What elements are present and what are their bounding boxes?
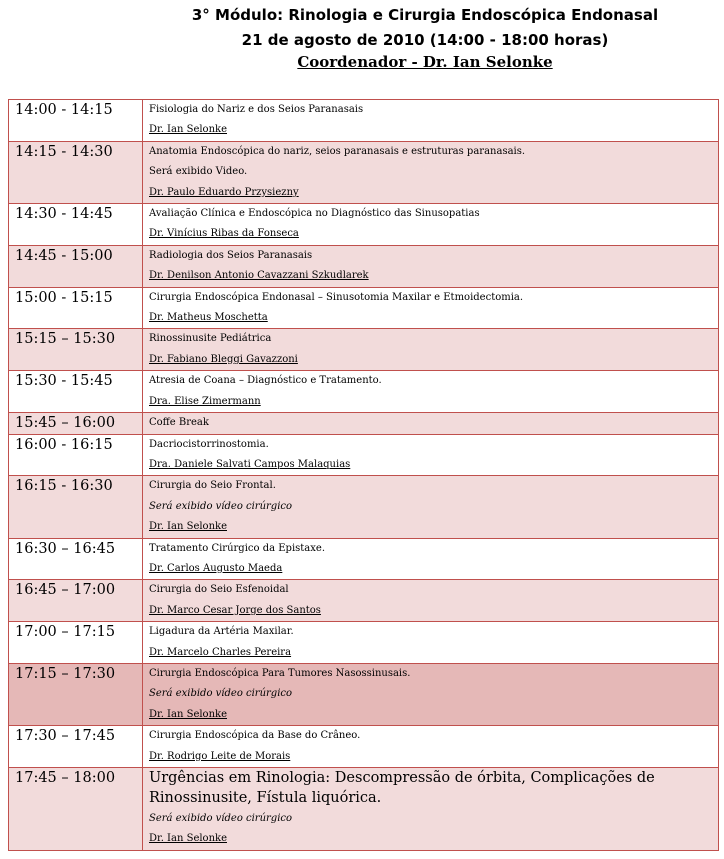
speaker-name: Dr. Rodrigo Leite de Morais (149, 750, 291, 762)
schedule-table (8, 99, 719, 851)
session-cell (143, 141, 719, 203)
session-title: Cirurgia Endoscópica Endonasal – Sinusotomia Maxilar e Etmoidectomia. (149, 291, 524, 303)
session-title: Cirurgia do Seio Frontal. (149, 480, 276, 492)
schedule-row (9, 580, 719, 622)
speaker-name: Dr. Marcelo Charles Pereira (149, 646, 292, 658)
speaker-name: Dr. Matheus Moschetta (149, 312, 268, 324)
session-title: Fisiologia do Nariz e dos Seios Paranasais (149, 104, 364, 115)
video-note: Será exibido vídeo cirúrgico (149, 500, 293, 512)
session-cell (143, 580, 719, 622)
speaker-name: Dr. Ian Selonke (149, 833, 227, 845)
session-cell (143, 768, 719, 851)
time-slot: 16:30 – 16:45 (9, 538, 143, 580)
session-cell (143, 413, 719, 434)
speaker-name: Dr. Ian Selonke (149, 521, 227, 533)
schedule-row (9, 434, 719, 476)
time-slot: 14:45 - 15:00 (9, 245, 143, 287)
coordinator-line: Coordenador - Dr. Ian Selonke (297, 53, 553, 71)
schedule-row (9, 413, 719, 434)
time-slot: 16:15 - 16:30 (9, 476, 143, 538)
session-cell (143, 663, 719, 725)
schedule-body (9, 100, 719, 851)
time-slot: 14:30 - 14:45 (9, 204, 143, 246)
session-title: Será exibido Video. (149, 166, 248, 178)
schedule-row (9, 204, 719, 246)
session-cell (143, 371, 719, 413)
time-slot: 17:30 – 17:45 (9, 726, 143, 768)
speaker-name: Dr. Marco Cesar Jorge dos Santos (149, 604, 321, 616)
speaker-name: Dr. Ian Selonke (149, 708, 227, 720)
schedule-row (9, 287, 719, 329)
schedule-row (9, 538, 719, 580)
session-title: Cirurgia Endoscópica da Base do Crâneo. (149, 730, 361, 742)
time-slot: 17:15 – 17:30 (9, 663, 143, 725)
speaker-name: Dr. Carlos Augusto Maeda (149, 562, 283, 574)
speaker-name: Dra. Daniele Salvati Campos Malaquias (149, 458, 351, 470)
speaker-name: Dr. Denilson Antonio Cavazzani Szkudlarek (149, 270, 369, 282)
module-title: 3° Módulo: Rinologia e Cirurgia Endoscópica Endonasal (191, 6, 659, 24)
schedule-row (9, 141, 719, 203)
session-cell (143, 476, 719, 538)
schedule-row (9, 622, 719, 664)
session-cell (143, 287, 719, 329)
session-title: Cirurgia Endoscópica Para Tumores Nasossinusais. (149, 667, 411, 679)
session-cell (143, 434, 719, 476)
session-title: Tratamento Cirúrgico da Epistaxe. (149, 542, 325, 554)
event-date: 21 de agosto de 2010 (14:00 - 18:00 horas) (241, 31, 609, 49)
video-note: Será exibido vídeo cirúrgico (149, 688, 293, 700)
session-cell (143, 245, 719, 287)
speaker-name: Dra. Elise Zimermann (149, 395, 261, 407)
session-cell (143, 100, 719, 142)
session-title: Cirurgia do Seio Esfenoidal (149, 584, 289, 596)
session-cell (143, 622, 719, 664)
session-cell (143, 329, 719, 371)
speaker-name: Dr. Paulo Eduardo Przysiezny (149, 186, 299, 198)
session-title: Atresia de Coana – Diagnóstico e Tratamento. (149, 375, 382, 387)
session-title: Anatomia Endoscópica do nariz, seios paranasais e estruturas paranasais. (149, 145, 526, 157)
session-title: Dacriocistorrinostomia. (149, 438, 269, 450)
time-slot: 17:00 – 17:15 (9, 622, 143, 664)
speaker-name: Dr. Vinícius Ribas da Fonseca (149, 228, 299, 240)
session-title: Rinossinusite Pediátrica (149, 333, 272, 345)
time-slot: 15:30 - 15:45 (9, 371, 143, 413)
time-slot: 15:45 – 16:00 (9, 413, 143, 434)
schedule-row (9, 768, 719, 851)
speaker-name: Dr. Fabiano Bleggi Gavazzoni (149, 353, 298, 365)
time-slot: 15:15 – 15:30 (9, 329, 143, 371)
schedule-row (9, 329, 719, 371)
schedule-row (9, 371, 719, 413)
session-cell (143, 726, 719, 768)
session-title: Ligadura da Artéria Maxilar. (149, 626, 294, 638)
time-slot: 16:45 – 17:00 (9, 580, 143, 622)
schedule-row (9, 100, 719, 142)
schedule-row (9, 663, 719, 725)
time-slot: 14:15 - 14:30 (9, 141, 143, 203)
session-title: Coffe Break (149, 417, 209, 429)
time-slot: 16:00 - 16:15 (9, 434, 143, 476)
schedule-row (9, 245, 719, 287)
schedule-row (9, 476, 719, 538)
speaker-name: Dr. Ian Selonke (149, 124, 227, 136)
session-cell (143, 538, 719, 580)
session-title: Radiologia dos Seios Paranasais (149, 249, 313, 261)
video-note: Será exibido vídeo cirúrgico (149, 812, 293, 824)
time-slot: 17:45 – 18:00 (9, 768, 143, 851)
session-title: Urgências em Rinologia: Descompressão de órbita, Complicações de Rinossinusite, Fístula liquórica. (149, 770, 655, 807)
schedule-row (9, 726, 719, 768)
time-slot: 14:00 - 14:15 (9, 100, 143, 142)
time-slot: 15:00 - 15:15 (9, 287, 143, 329)
session-title: Avaliação Clínica e Endoscópica no Diagnóstico das Sinusopatias (149, 208, 480, 220)
session-cell (143, 204, 719, 246)
